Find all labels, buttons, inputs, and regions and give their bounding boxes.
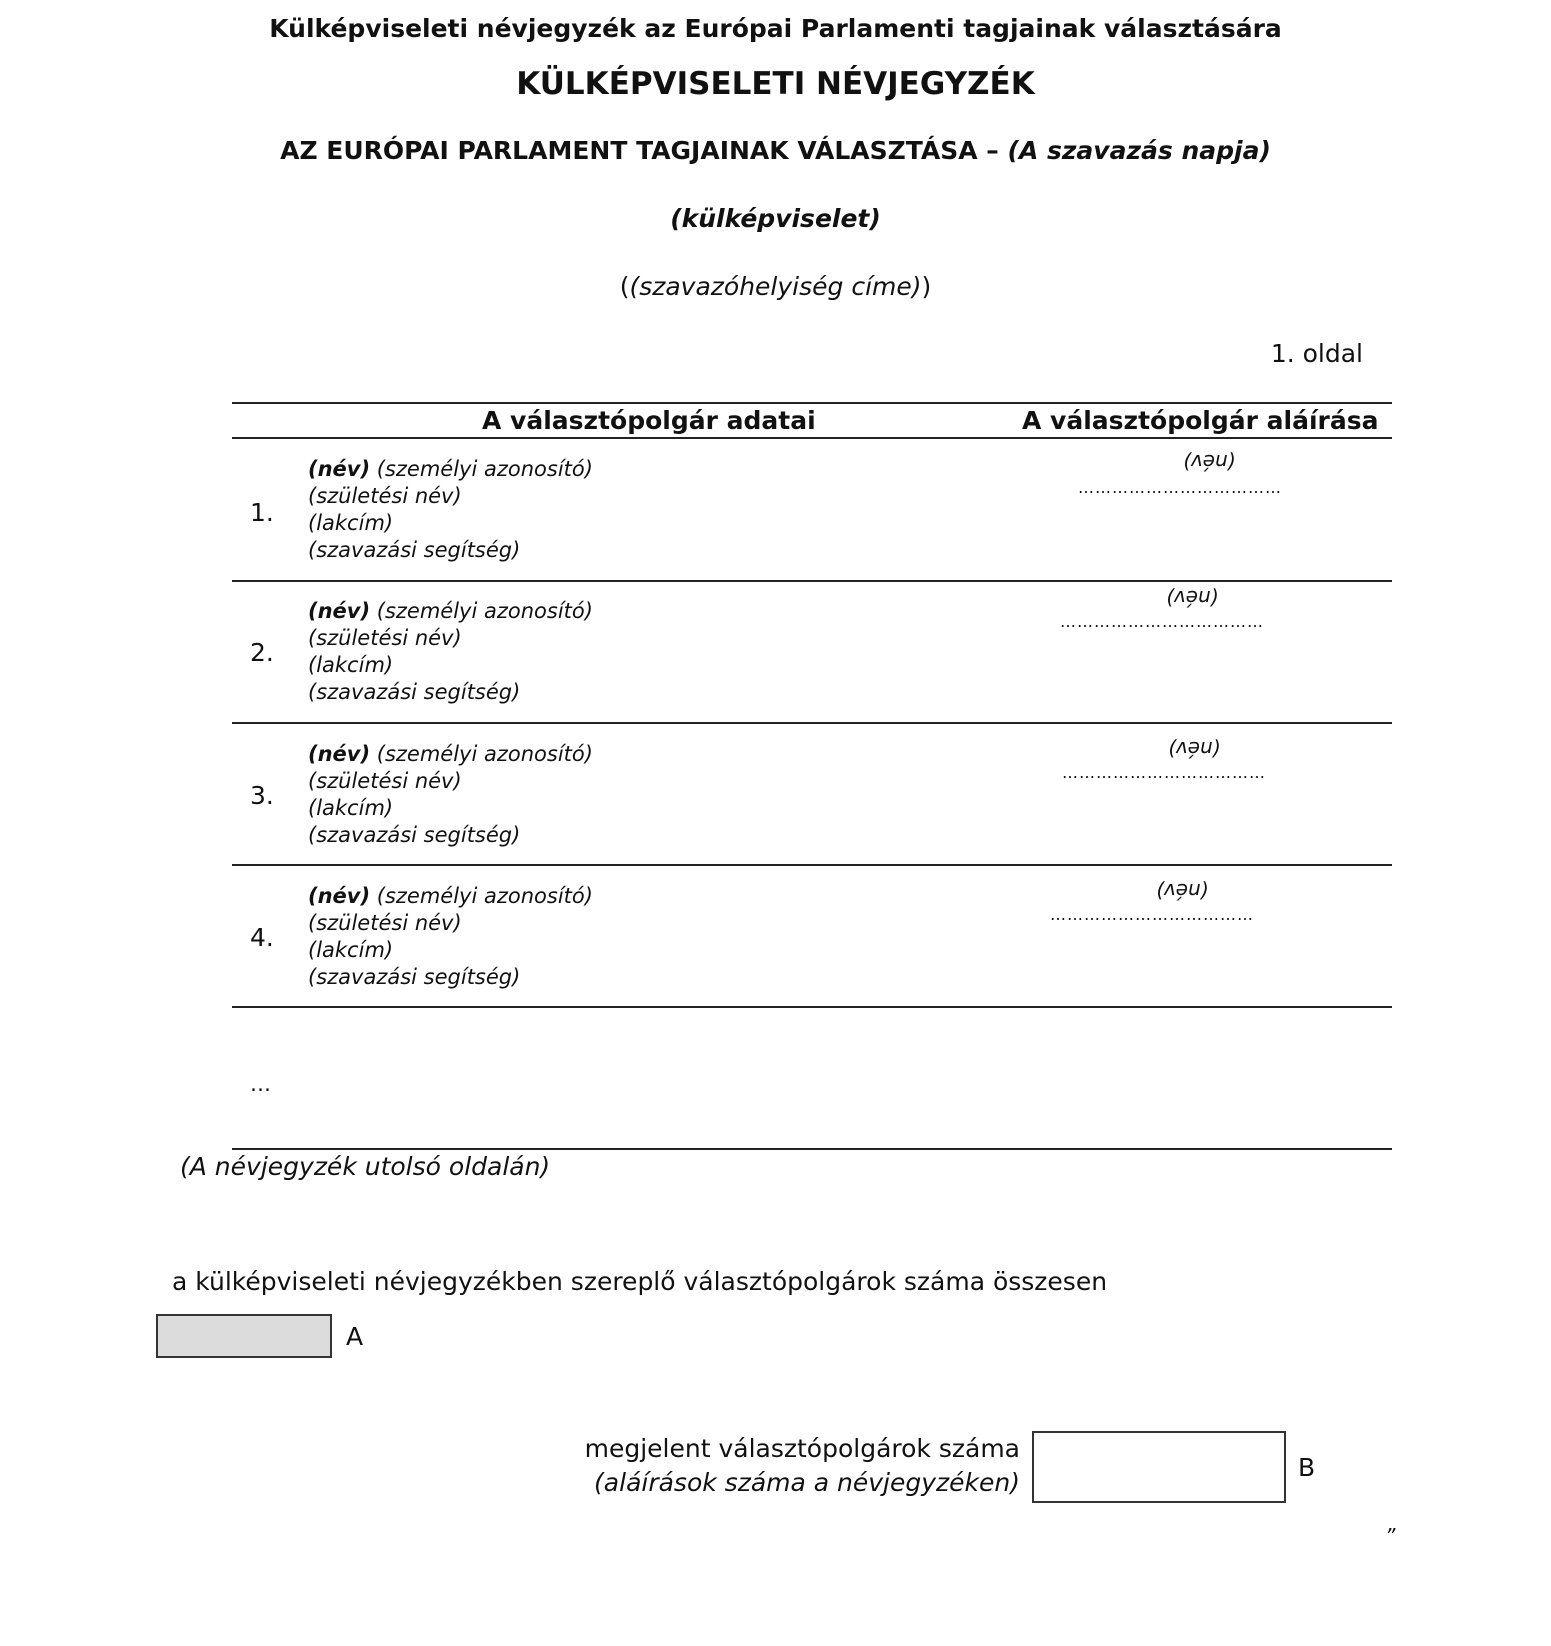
field-name: (név) (308, 884, 371, 908)
field-address: (lakcím) (308, 796, 394, 820)
row-separator (232, 722, 1392, 724)
field-assistance: (szavazási segítség) (308, 823, 521, 847)
field-assistance: (szavazási segítség) (308, 965, 521, 989)
field-name-id (308, 598, 593, 625)
signature-line: ……………………………… (1060, 612, 1264, 631)
row-number: 1. (250, 498, 274, 527)
appeared-voters-label (560, 1432, 1020, 1500)
signature-name-label: (név) (1166, 586, 1219, 610)
field-assistance: (szavazási segítség) (308, 538, 521, 562)
row-separator (232, 864, 1392, 866)
table-header-rule (232, 437, 1392, 439)
page-number: 1. oldal (1270, 339, 1363, 368)
field-personal-id: (személyi azonosító) (376, 599, 593, 623)
last-page-note: (A névjegyzék utolsó oldalán) (180, 1152, 551, 1181)
field-name-id (308, 741, 593, 768)
field-birth-name: (születési név) (308, 626, 462, 650)
col-data-header: A választópolgár adatai (482, 406, 816, 435)
field-name-id (308, 456, 593, 483)
table-bottom-rule (232, 1148, 1392, 1150)
more-rows-ellipsis: … (250, 1072, 271, 1096)
appeared-voters-subtext: (aláírások száma a névjegyzéken) (594, 1468, 1020, 1497)
address-close-paren: ) (921, 272, 932, 301)
field-name: (név) (308, 742, 371, 766)
form-main-title: KÜLKÉPVISELETI NÉVJEGYZÉK (516, 66, 1035, 102)
election-title-text: AZ EURÓPAI PARLAMENT TAGJAINAK VÁLASZTÁSA – (280, 136, 999, 165)
election-title (0, 136, 1551, 165)
signature-line: ……………………………… (1050, 905, 1254, 924)
row-number: 3. (250, 781, 274, 810)
field-personal-id: (személyi azonosító) (376, 742, 593, 766)
field-birth-name: (születési név) (308, 911, 462, 935)
box-a-letter: A (346, 1322, 364, 1351)
mission-placeholder: (külképviselet) (670, 204, 881, 233)
field-address: (lakcím) (308, 653, 394, 677)
field-birth-name: (születési név) (308, 769, 462, 793)
total-voters-label: a külképviseleti névjegyzékben szereplő választópolgárok száma összesen (172, 1267, 1108, 1296)
signature-name-label: (név) (1183, 450, 1236, 474)
field-address: (lakcím) (308, 511, 394, 535)
row-separator (232, 580, 1392, 582)
election-date-placeholder: (A szavazás napja) (1007, 136, 1271, 165)
signature-label (1156, 879, 1208, 903)
table-top-rule (232, 402, 1392, 404)
form-heading: Külképviseleti névjegyzék az Európai Parlamenti tagjainak választására (269, 14, 1282, 43)
col-signature-header: A választópolgár aláírása (1022, 406, 1379, 435)
row-fields (308, 456, 593, 564)
address-open-paren: ( (619, 272, 630, 301)
polling-address (0, 272, 1551, 301)
signature-name-label: (név) (1156, 879, 1209, 903)
row-separator (232, 1006, 1392, 1008)
field-personal-id: (személyi azonosító) (376, 457, 593, 481)
signature-label (1166, 586, 1218, 610)
signature-label (1183, 450, 1235, 474)
box-b-letter: B (1298, 1453, 1316, 1482)
field-name: (név) (308, 599, 371, 623)
row-fields (308, 883, 593, 991)
appeared-voters-text: megjelent választópolgárok száma (584, 1434, 1020, 1463)
signature-name-label: (név) (1168, 737, 1221, 761)
row-number: 2. (250, 638, 274, 667)
signature-label (1168, 737, 1220, 761)
signature-line: ……………………………… (1062, 763, 1266, 782)
total-voters-box[interactable] (156, 1314, 332, 1358)
address-placeholder: (szavazóhelyiség címe) (629, 272, 922, 301)
field-personal-id: (személyi azonosító) (376, 884, 593, 908)
field-name-id (308, 883, 593, 910)
field-birth-name: (születési név) (308, 484, 462, 508)
field-name: (név) (308, 457, 371, 481)
closing-quote: ” (1385, 1524, 1396, 1548)
field-assistance: (szavazási segítség) (308, 680, 521, 704)
row-fields (308, 741, 593, 849)
field-address: (lakcím) (308, 938, 394, 962)
signature-line: ……………………………… (1078, 478, 1282, 497)
row-fields (308, 598, 593, 706)
row-number: 4. (250, 923, 274, 952)
appeared-voters-box[interactable] (1032, 1431, 1286, 1503)
